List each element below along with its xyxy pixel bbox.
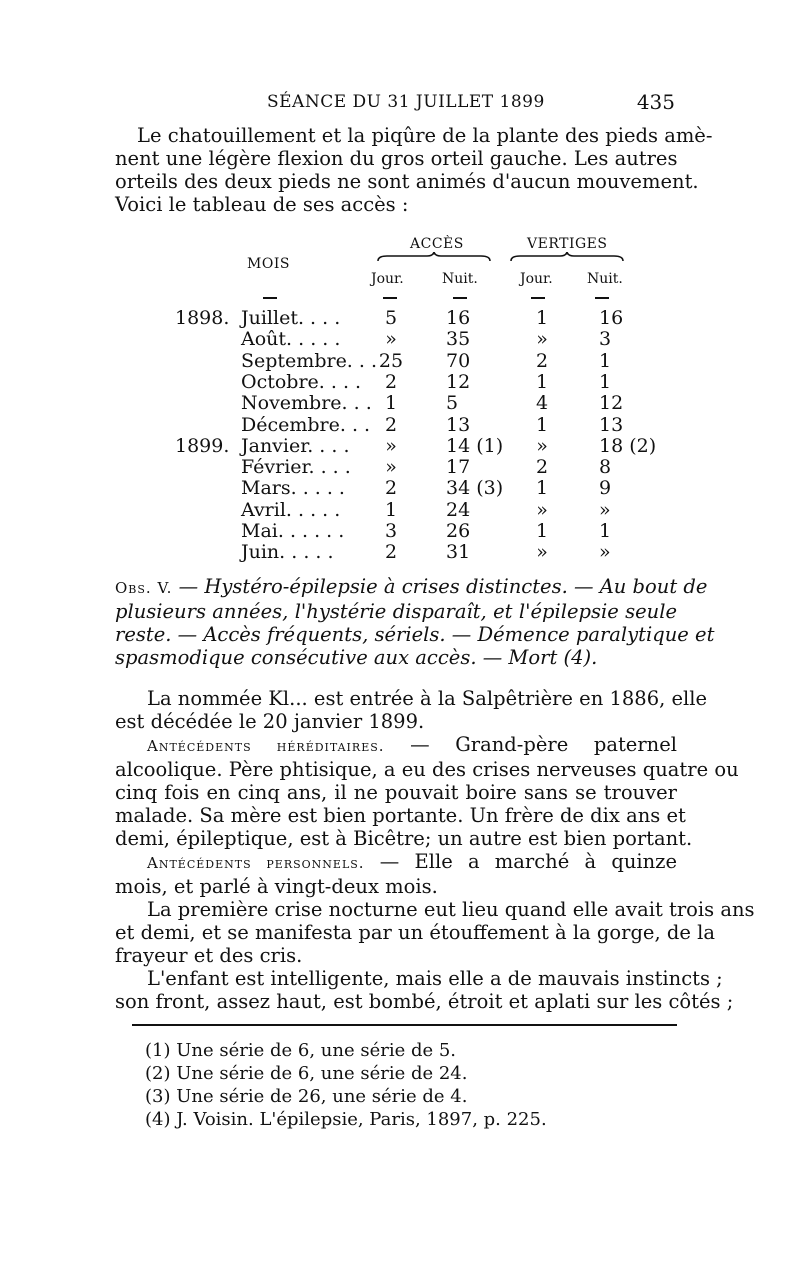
cell-vertiges-jour: » [536,541,548,564]
cell-month: Octobre. . . . [241,370,362,393]
running-header [115,90,675,116]
cell-vertiges-jour: » [536,498,548,521]
text-line: orteils des deux pieds ne sont animés d'aucun mouvement. [115,170,699,193]
text-line: reste. — Accès fréquents, sériels. — Démence paralytique et [115,623,715,646]
footnote: (4) J. Voisin. L'épilepsie, Paris, 1897, p. 225. [145,1109,547,1130]
cell-vertiges-nuit: 12 [599,392,624,415]
cell-acces-nuit: 70 [446,349,471,372]
cell-vertiges-jour: 1 [535,370,549,393]
cell-vertiges-nuit: » [599,498,611,521]
text-line [115,575,708,600]
cell-vertiges-jour: 2 [535,456,549,479]
text-line: Antécédents personnels. — Elle a marché à quinze [147,850,677,873]
cell-vertiges-jour: 4 [535,392,549,415]
cell-vertiges-jour: 1 [535,520,549,542]
cell-vertiges-nuit: 1 [599,520,612,542]
cell-month: Août. . . . . [241,328,341,351]
text-line: demi, épileptique, est à Bicêtre; un autre est bien portant. [115,827,693,850]
cell-vertiges-jour: 1 [535,477,549,500]
cell-vertiges-nuit: 8 [599,456,612,479]
cell-acces-nuit: 12 [446,370,471,393]
obs-title: — Hystéro-épilepsie à crises distinctes. — Au bout de [172,575,708,598]
cell-vertiges-jour: » [536,434,548,457]
text-line: malade. Sa mère est bien portante. Un frère de dix ans et [115,804,686,827]
cell-year: 1899. [175,434,230,457]
cell-acces-nuit: 26 [446,520,471,542]
vertiges-brace [510,252,625,264]
sub-header-acces-jour: Jour. [371,271,404,287]
section-label: Antécédents personnels. [147,854,365,872]
cell-month: Février. . . . [241,456,351,479]
cell-month: Décembre. . . [241,413,371,436]
text-line: mois, et parlé à vingt-deux mois. [115,875,438,898]
cell-vertiges-jour: » [536,328,548,351]
cell-acces-nuit: 13 [446,413,471,436]
text-line: spasmodique consécutive aux accès. — Mort (4). [115,646,598,669]
footnote: (3) Une série de 26, une série de 4. [145,1086,468,1107]
text-line: Voici le tableau de ses accès : [115,193,409,216]
text-line: La nommée Kl... est entrée à la Salpêtrière en 1886, elle [147,687,708,710]
cell-acces-nuit: 14 (1) [446,434,504,457]
cell-acces-jour: 25 [378,349,404,372]
dash-rule [383,297,397,299]
cell-acces-nuit: 24 [446,498,471,521]
page-number: 435 [636,90,675,114]
sub-header-vert-jour: Jour. [520,271,553,287]
dash-rule [595,297,609,299]
cell-acces-nuit: 16 [446,307,471,329]
text-line: plusieurs années, l'hystérie disparaît, et l'épilepsie seule [115,600,677,623]
text-line: La première crise nocturne eut lieu quand elle avait trois ans [147,898,755,921]
cell-acces-jour: » [385,328,397,351]
text-line: et demi, et se manifesta par un étouffement à la gorge, de la [115,921,715,944]
cell-acces-nuit: 34 (3) [446,477,504,500]
obs-label: Obs. V. [115,579,173,597]
dash-rule [263,297,277,299]
cell-month: Juin. . . . . [241,541,334,564]
cell-vertiges-nuit: 16 [599,307,624,329]
dash-rule [531,297,545,299]
observation-heading [115,575,715,669]
cell-month: Mai. . . . . . [241,520,345,542]
text-line: frayeur et des cris. [115,944,303,967]
cell-acces-jour: 2 [384,541,398,564]
cell-acces-nuit: 17 [446,456,471,479]
cell-acces-jour: » [385,434,397,457]
cell-month: Janvier. . . . [241,434,350,457]
group-header-vertiges: VERTIGES [527,236,608,252]
cell-vertiges-jour: 1 [535,307,549,329]
section-label: Antécédents héréditaires. [147,737,385,755]
cell-acces-jour: 3 [384,520,398,542]
cell-month: Juillet. . . . [241,307,341,329]
cell-vertiges-nuit: 9 [599,477,612,500]
cell-acces-nuit: 31 [446,541,471,564]
cell-acces-jour: 2 [384,370,398,393]
cell-acces-jour: 1 [384,498,398,521]
text-line: est décédée le 20 janvier 1899. [115,710,425,733]
cell-vertiges-jour: 1 [535,413,549,436]
sub-header-acces-nuit: Nuit. [442,271,478,287]
cell-month: Septembre. . . [241,349,378,372]
cell-year: 1898. [175,307,230,329]
running-title: SÉANCE DU 31 JUILLET 1899 [267,92,545,112]
cell-vertiges-nuit: 3 [599,328,612,351]
cell-vertiges-nuit: 1 [599,370,612,393]
cell-vertiges-nuit: 18 (2) [599,434,657,457]
text-line: son front, assez haut, est bombé, étroit et aplati sur les côtés ; [115,990,734,1013]
cell-acces-jour: 1 [384,392,398,415]
cell-acces-nuit: 5 [446,392,459,415]
cell-month: Mars. . . . . [241,477,345,500]
cell-month: Avril. . . . . [241,498,341,521]
attacks-table [165,232,665,562]
footnote: (2) Une série de 6, une série de 24. [145,1063,468,1084]
cell-acces-jour: 2 [384,413,398,436]
footnote-rule [132,1024,677,1026]
text-line: cinq fois en cinq ans, il ne pouvait boire sans se trouver [115,781,677,804]
cell-acces-jour: 2 [384,477,398,500]
cell-month: Novembre. . . [241,392,372,415]
cell-acces-jour: » [385,456,397,479]
footnote: (1) Une série de 6, une série de 5. [145,1040,457,1061]
text-line: Antécédents héréditaires. — Grand-père paternel [147,733,678,756]
text-line: Le chatouillement et la piqûre de la plante des pieds amè- [137,124,713,147]
group-header-acces: ACCÈS [410,236,464,252]
footnotes [145,1039,547,1131]
cell-vertiges-nuit: » [599,541,611,564]
text-line: L'enfant est intelligente, mais elle a de mauvais instincts ; [147,967,723,990]
cell-vertiges-nuit: 1 [599,349,612,372]
text-line: nent une légère flexion du gros orteil gauche. Les autres [115,147,678,170]
intro-paragraph [115,124,713,216]
body-text [115,687,755,1013]
text-line: alcoolique. Père phtisique, a eu des crises nerveuses quatre ou [115,758,739,781]
cell-vertiges-jour: 2 [535,349,549,372]
col-header-mois: MOIS [247,256,290,272]
dash-rule [453,297,467,299]
cell-acces-jour: 5 [384,307,398,329]
sub-header-vert-nuit: Nuit. [587,271,623,287]
cell-acces-nuit: 35 [446,328,471,351]
cell-vertiges-nuit: 13 [599,413,624,436]
acces-brace [377,252,492,264]
